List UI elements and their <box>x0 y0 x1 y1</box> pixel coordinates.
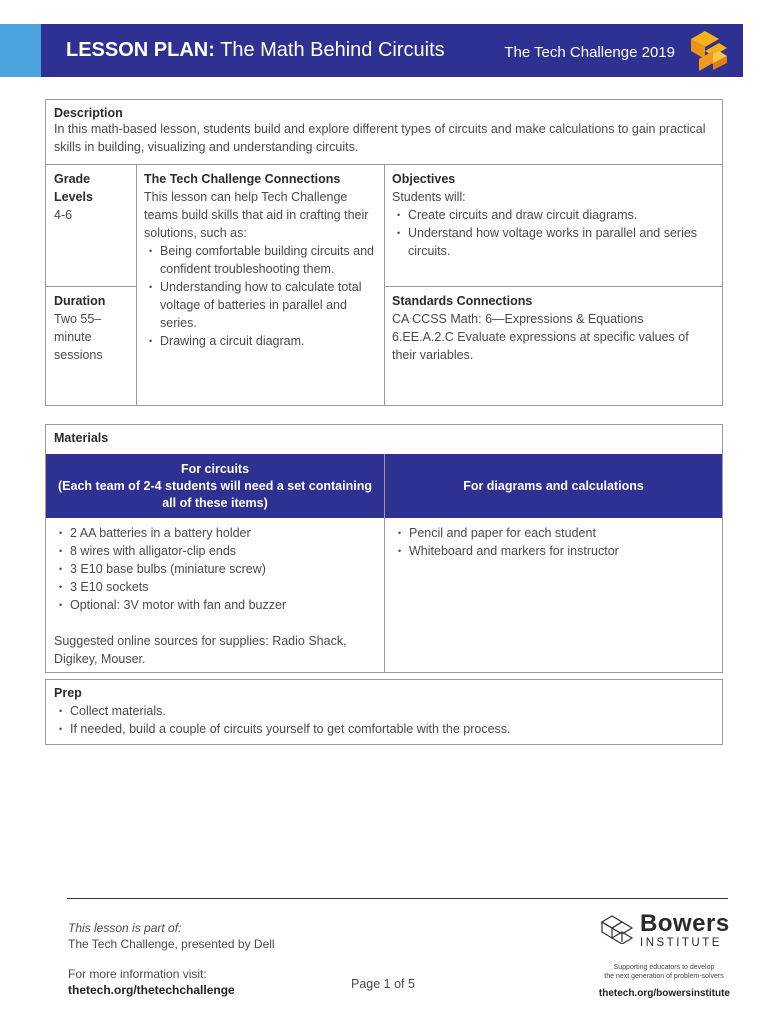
materials-col1-header <box>46 454 384 518</box>
bowers-institute-logo <box>598 910 730 1000</box>
footer-part-of-value: The Tech Challenge, presented by Dell <box>68 937 275 951</box>
prep-cell <box>46 680 722 743</box>
duration-label: Duration <box>54 294 106 308</box>
description-cell <box>46 100 722 162</box>
materials-circuit-list <box>54 524 376 614</box>
materials-label: Materials <box>54 431 109 445</box>
header-accent-tab <box>0 24 41 77</box>
standards-label: Standards Connections <box>392 294 533 308</box>
bowers-url-link[interactable]: thetech.org/bowersinstitute <box>598 988 730 999</box>
list-item: • Being comfortable building circuits and confident troubleshooting them. <box>144 242 376 278</box>
lesson-info-table <box>45 99 723 406</box>
header-banner <box>41 24 743 77</box>
footer-divider <box>67 898 728 899</box>
footer-more-info <box>68 966 235 998</box>
materials-label-cell <box>46 425 722 451</box>
objectives-list <box>392 206 714 260</box>
standards-line-1: CA CCSS Math: 6—Expressions & Equations <box>392 312 644 326</box>
list-item: • Create circuits and draw circuit diagrams. <box>392 206 714 224</box>
grade-levels-label: Grade Levels <box>54 172 93 204</box>
footer-more-info-label: For more information visit: <box>68 967 207 981</box>
list-item: • 2 AA batteries in a battery holder <box>54 524 376 542</box>
description-label: Description <box>54 106 123 120</box>
grade-levels-value: 4-6 <box>54 208 73 222</box>
objectives-intro: Students will: <box>392 190 466 204</box>
list-item: • Whiteboard and markers for instructor <box>393 542 714 560</box>
materials-col2-header-title: For diagrams and calculations <box>463 478 644 493</box>
list-item: • 3 E10 sockets <box>54 578 376 596</box>
standards-line-2: 6.EE.A.2.C Evaluate expressions at specific values of their variables. <box>392 330 689 362</box>
list-item: • Pencil and paper for each student <box>393 524 714 542</box>
bowers-name: Bowers <box>640 910 730 937</box>
edition-label: The Tech Challenge 2019 <box>504 44 675 61</box>
materials-col2-header <box>385 454 722 518</box>
materials-col1-header-note: (Each team of 2-4 students will need a set containing all of these items) <box>58 478 372 510</box>
duration-cell <box>46 286 136 370</box>
prep-label: Prep <box>54 686 82 700</box>
list-item: • 8 wires with alligator-clip ends <box>54 542 376 560</box>
connections-label: The Tech Challenge Connections <box>144 172 341 186</box>
footer-part-of-label: This lesson is part of: <box>68 921 182 935</box>
materials-col1-header-title: For circuits <box>180 461 250 476</box>
bowers-tagline-line-1: Supporting educators to develop <box>613 964 715 971</box>
bowers-institute-word: INSTITUTE <box>640 937 722 949</box>
bowers-tagline-line-2: the next generation of problem-solvers <box>604 973 724 980</box>
description-text: In this math-based lesson, students build and explore different types of circuits and make calculations to gain practical skills in building, visualizing and understanding circuits. <box>54 122 706 154</box>
list-item: • 3 E10 base bulbs (miniature screw) <box>54 560 376 578</box>
list-item: • Understanding how to calculate total voltage of batteries in parallel and series. <box>144 278 376 332</box>
materials-col2-cell <box>385 518 722 566</box>
list-item: • Understand how voltage works in parallel and series circuits. <box>392 224 714 260</box>
prep-list <box>54 702 714 738</box>
prep-box <box>45 679 723 745</box>
objectives-label: Objectives <box>392 172 456 186</box>
grade-levels-cell <box>46 164 136 230</box>
list-item: • If needed, build a couple of circuits yourself to get comfortable with the process. <box>54 720 714 738</box>
connections-list <box>144 242 376 350</box>
tech-challenge-logo-icon <box>685 29 729 73</box>
standards-cell <box>384 286 722 370</box>
bowers-tagline <box>598 963 730 981</box>
page-number: Page 1 of 5 <box>351 977 415 991</box>
materials-supply-note: Suggested online sources for supplies: Radio Shack, Digikey, Mouser. <box>54 634 347 666</box>
duration-value: Two 55–minute sessions <box>54 312 103 362</box>
connections-intro: This lesson can help Tech Challenge teams build skills that aid in crafting their solutions, such as: <box>144 190 369 240</box>
footer-more-info-link[interactable]: thetech.org/thetechchallenge <box>68 983 235 997</box>
list-item: • Optional: 3V motor with fan and buzzer <box>54 596 376 614</box>
bowers-logo-icon <box>598 912 634 944</box>
list-item: • Collect materials. <box>54 702 714 720</box>
connections-cell <box>136 164 384 356</box>
page-title: LESSON PLAN: The Math Behind Circuits <box>66 39 445 61</box>
materials-diagram-list <box>393 524 714 560</box>
materials-col1-cell <box>46 518 384 674</box>
objectives-cell <box>384 164 722 266</box>
materials-table <box>45 424 723 673</box>
footer-part-of <box>68 920 275 952</box>
list-item: • Drawing a circuit diagram. <box>144 332 376 350</box>
